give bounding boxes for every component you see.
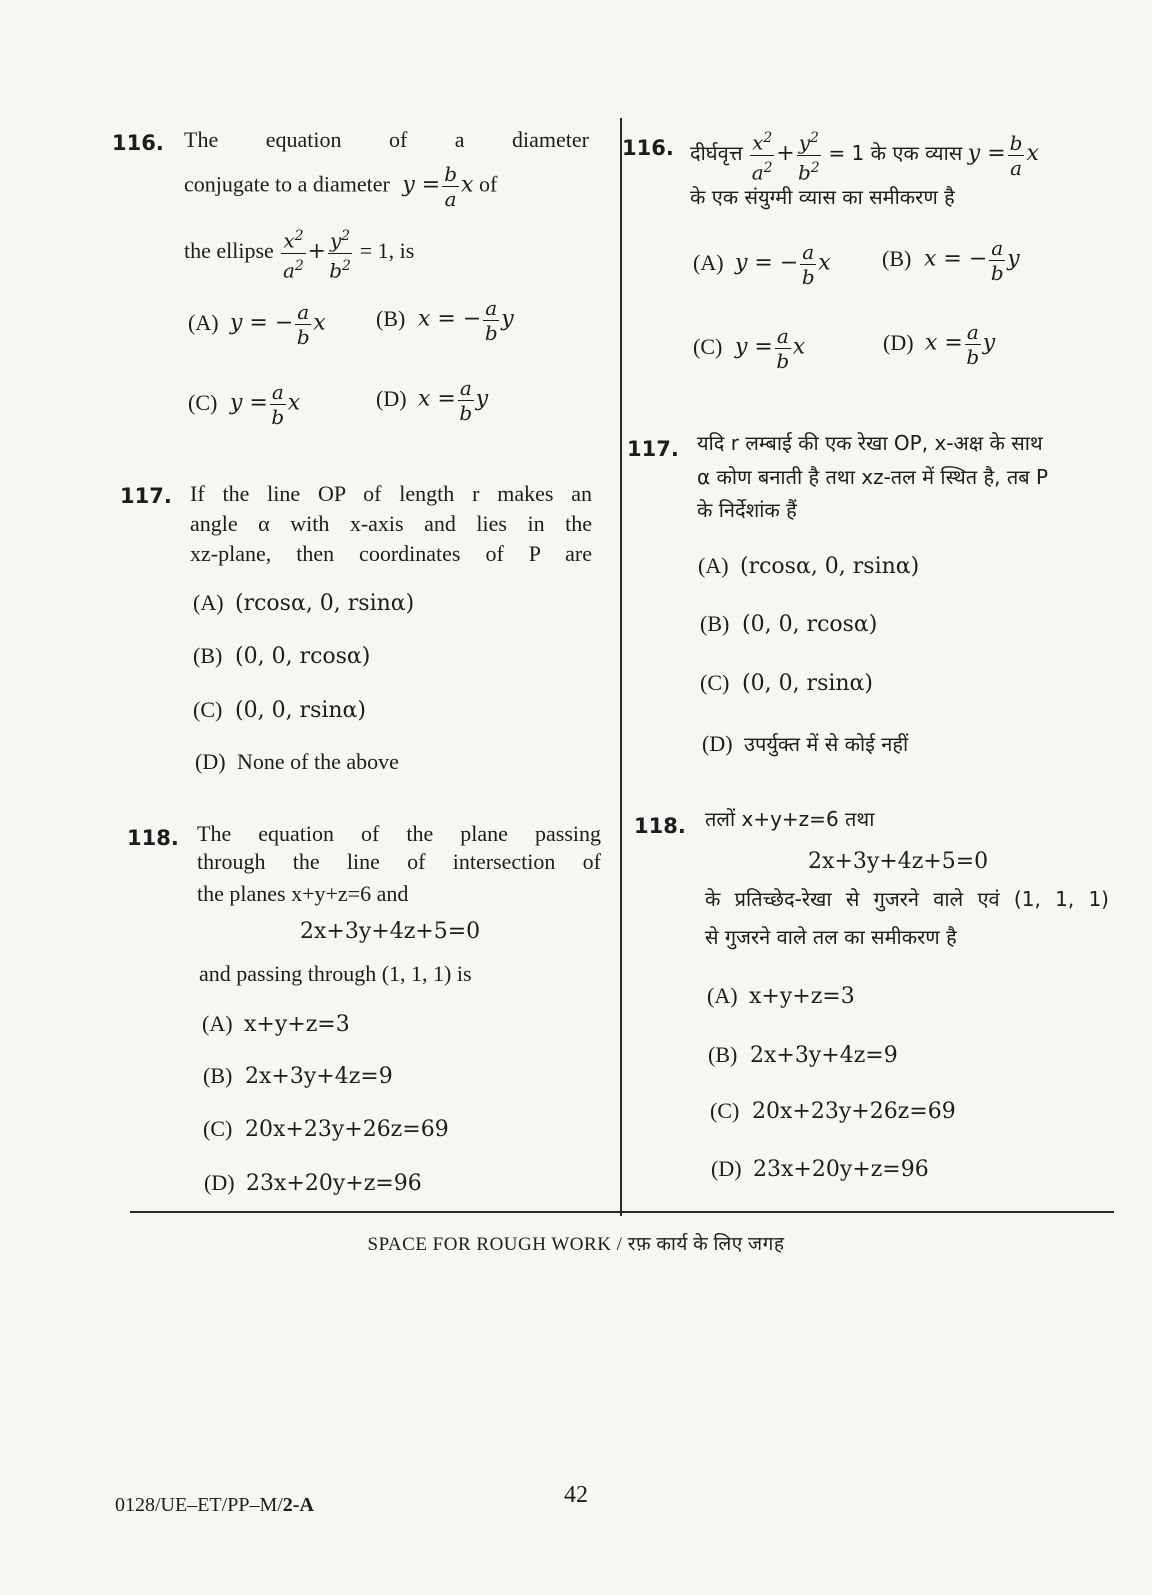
option-expression: y = (230, 390, 268, 416)
option-label: (C) (700, 670, 730, 695)
option-text: (0, 0, rcosα) (742, 612, 878, 637)
math-term: y (798, 130, 811, 155)
question-text-line: के प्रतिच्छेद-रेखा से गुजरने वाले एवं (1, 1, 1) (705, 887, 1109, 911)
fraction (328, 224, 352, 282)
option-b[interactable] (203, 1063, 393, 1089)
paper-code (115, 1494, 314, 1517)
exponent: 2 (810, 159, 820, 176)
math-term: x (461, 172, 474, 198)
option-text: (rcosα, 0, rsinα) (235, 591, 415, 616)
bottom-rule (130, 1211, 1114, 1213)
question-text: = 1 के एक व्यास (828, 141, 963, 166)
option-expression: x = − (418, 306, 482, 332)
exponent: 2 (763, 130, 773, 146)
fraction (965, 320, 981, 369)
option-text: (0, 0, rsinα) (742, 671, 874, 696)
question-text-line: The equation of the plane passing (197, 821, 601, 846)
option-a[interactable] (193, 590, 414, 616)
fraction-denominator: a (1010, 155, 1023, 180)
option-d[interactable] (204, 1170, 422, 1196)
question-text-line (690, 126, 1039, 184)
option-d[interactable] (702, 730, 908, 757)
math-term: y (329, 228, 342, 253)
math-term: x (752, 130, 764, 155)
question-text-line: α कोण बनाती है तथा xz-तल में स्थित है, तब P (697, 465, 1049, 489)
math-term: y (982, 330, 996, 356)
option-text: 20x+23y+26z=69 (245, 1117, 449, 1142)
question-text-line: के निर्देशांक हैं (697, 498, 797, 522)
fraction (797, 126, 821, 184)
question-text-line: the planes x+y+z=6 and (197, 881, 409, 906)
option-label: (B) (193, 643, 223, 668)
option-label: (A) (707, 983, 738, 1008)
option-expression: x = − (924, 246, 988, 272)
fraction (989, 236, 1005, 285)
equation-line: 2x+3y+4z+5=0 (300, 919, 481, 944)
fraction (775, 324, 791, 373)
option-c[interactable] (188, 380, 300, 429)
option-text: 2x+3y+4z=9 (245, 1064, 393, 1089)
fraction (295, 300, 311, 349)
option-label: (B) (376, 305, 406, 331)
question-text-line: angle α with x-axis and lies in the (190, 511, 592, 536)
option-label: (C) (203, 1116, 233, 1141)
math-term: a (751, 160, 764, 185)
fraction-denominator: a (444, 187, 457, 211)
rough-work-caption: SPACE FOR ROUGH WORK / रफ़ कार्य के लिए जगह (367, 1234, 785, 1255)
question-text-line: xz-plane, then coordinates of P are (190, 541, 592, 566)
question-number: 116. (112, 131, 164, 155)
paper-code-prefix: 0128/UE–ET/PP–M/ (115, 1494, 283, 1516)
option-d[interactable] (376, 376, 488, 425)
fraction (281, 224, 305, 282)
question-text-line: से गुजरने वाले तल का समीकरण है (705, 925, 957, 949)
page-number: 42 (564, 1482, 588, 1508)
option-text: (rcosα, 0, rsinα) (740, 554, 920, 579)
option-text: (0, 0, rcosα) (235, 644, 371, 669)
option-label: (D) (195, 749, 226, 774)
option-a[interactable] (188, 300, 326, 349)
option-label: (A) (193, 590, 224, 615)
option-expression: x = (925, 330, 963, 356)
math-term: x (1026, 141, 1039, 167)
option-label: (A) (202, 1011, 233, 1036)
fraction-numerator: a (776, 324, 789, 348)
option-label: (B) (203, 1063, 233, 1088)
question-number: 118. (634, 814, 686, 838)
question-text-line: and passing through (1, 1, 1) is (199, 961, 472, 986)
question-text-line (184, 224, 414, 282)
math-term: x (313, 310, 326, 336)
math-term: y (475, 386, 489, 412)
option-b[interactable] (882, 236, 1020, 285)
exponent: 2 (763, 159, 773, 176)
paper-code-set: 2-A (282, 1494, 314, 1516)
fraction (458, 376, 474, 425)
option-c[interactable] (693, 324, 805, 373)
question-text-line: यदि r लम्बाई की एक रेखा OP, x-अक्ष के साथ (697, 431, 1043, 455)
option-label: (D) (711, 1156, 742, 1181)
option-d[interactable] (711, 1156, 929, 1182)
exponent: 2 (810, 130, 819, 146)
option-label: (A) (693, 249, 724, 275)
fraction-numerator: b (444, 162, 458, 186)
option-text: 23x+20y+z=96 (753, 1157, 929, 1182)
option-label: (D) (883, 329, 914, 355)
option-label: (C) (693, 333, 723, 359)
option-label: (B) (700, 611, 730, 636)
exponent: 2 (294, 228, 304, 244)
fraction-numerator: a (271, 380, 284, 404)
math-term: y = (402, 172, 441, 198)
option-label: (A) (188, 309, 219, 335)
exponent: 2 (294, 257, 304, 274)
math-term: y (1007, 246, 1020, 272)
option-a[interactable] (707, 983, 855, 1009)
fraction (750, 126, 774, 184)
equation-line: 2x+3y+4z+5=0 (808, 849, 989, 874)
fraction-numerator: a (991, 236, 1004, 260)
fraction-numerator: a (966, 320, 979, 344)
option-b[interactable] (376, 296, 514, 345)
question-number: 117. (627, 437, 679, 461)
option-text: 2x+3y+4z=9 (750, 1043, 898, 1068)
fraction-denominator: b (776, 349, 790, 373)
option-c[interactable] (203, 1116, 449, 1142)
option-expression: y = (735, 334, 773, 360)
exponent: 2 (342, 257, 351, 274)
option-b[interactable] (708, 1042, 898, 1068)
fraction (270, 380, 286, 429)
fraction-numerator: a (802, 240, 815, 264)
question-text: conjugate to a diameter (184, 171, 390, 197)
question-text-line (184, 162, 497, 211)
option-a[interactable] (698, 553, 919, 579)
question-number: 118. (127, 826, 179, 850)
question-text: the ellipse (184, 238, 274, 264)
option-d[interactable] (883, 320, 995, 369)
option-text: 23x+20y+z=96 (246, 1171, 422, 1196)
fraction-denominator: b (990, 261, 1004, 285)
question-text: of (478, 171, 498, 197)
math-operator: + (776, 141, 795, 167)
option-label: (D) (204, 1170, 235, 1195)
math-term: x (818, 250, 831, 276)
option-expression: x = (418, 386, 456, 412)
fraction-denominator: b (801, 265, 815, 289)
option-text: None of the above (237, 749, 399, 774)
fraction-denominator: b (484, 321, 498, 345)
option-label: (D) (376, 385, 407, 411)
fraction (442, 162, 459, 211)
fraction-numerator: a (297, 300, 310, 324)
exponent: 2 (341, 228, 351, 244)
question-text-line: If the line OP of length r makes an (190, 481, 592, 506)
fraction (1008, 131, 1025, 180)
question-text-line: The equation of a diameter (184, 127, 589, 152)
option-b[interactable] (193, 643, 370, 669)
math-term: b (329, 258, 343, 283)
option-c[interactable] (193, 697, 366, 723)
option-label: (A) (698, 553, 729, 578)
option-text: 20x+23y+26z=69 (752, 1099, 956, 1124)
math-term: y (501, 306, 514, 332)
math-term: x (792, 334, 806, 360)
fraction-numerator: a (459, 376, 472, 400)
fraction-denominator: b (966, 345, 980, 369)
fraction-numerator: a (485, 296, 498, 320)
option-label: (C) (710, 1098, 740, 1123)
option-c[interactable] (710, 1098, 956, 1124)
question-text: = 1, is (359, 238, 415, 264)
fraction (483, 296, 499, 345)
question-text: दीर्घवृत्त (690, 141, 743, 166)
option-c[interactable] (700, 670, 873, 696)
question-text-line: तलों x+y+z=6 तथा (705, 807, 875, 831)
fraction-denominator: b (296, 325, 310, 349)
fraction (800, 240, 816, 289)
math-term: b (797, 160, 811, 185)
option-a[interactable] (202, 1011, 350, 1037)
math-term: a (282, 258, 295, 283)
question-text-line: through the line of intersection of (197, 849, 601, 874)
fraction-denominator: b (271, 405, 285, 429)
option-text: x+y+z=3 (244, 1012, 350, 1037)
question-number: 116. (622, 136, 674, 160)
fraction-numerator: b (1009, 130, 1023, 155)
math-operator: + (307, 239, 326, 265)
option-label: (B) (882, 245, 912, 271)
question-number: 117. (120, 484, 172, 508)
question-text-line: के एक संयुग्मी व्यास का समीकरण है (690, 185, 955, 209)
option-text: उपर्युक्त में से कोई नहीं (744, 732, 909, 756)
option-text: (0, 0, rsinα) (235, 698, 367, 723)
option-expression: y = − (230, 310, 294, 336)
fraction-denominator: b (459, 401, 473, 425)
math-term: y = (967, 141, 1006, 167)
option-label: (D) (702, 731, 733, 756)
math-term: x (287, 390, 301, 416)
column-divider (620, 118, 622, 1216)
option-d[interactable] (195, 749, 399, 775)
option-expression: y = − (735, 250, 799, 276)
option-label: (B) (708, 1042, 738, 1067)
option-label: (C) (193, 697, 223, 722)
option-a[interactable] (693, 240, 831, 289)
option-label: (C) (188, 389, 218, 415)
option-b[interactable] (700, 611, 877, 637)
option-text: x+y+z=3 (749, 984, 855, 1009)
math-term: x (283, 228, 295, 253)
